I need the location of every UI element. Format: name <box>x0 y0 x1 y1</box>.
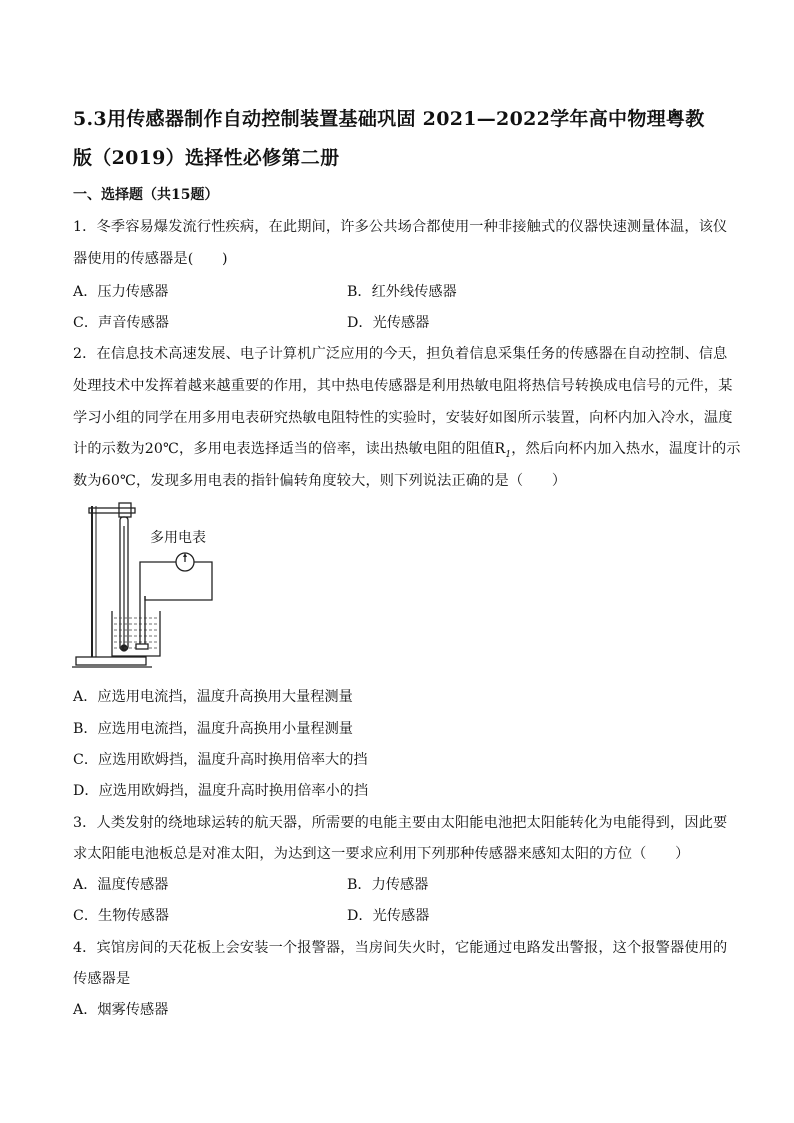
q3-option-c: C．生物传感器 <box>73 908 169 924</box>
q1-line-2: 器使用的传感器是( ) <box>73 251 228 267</box>
document-title: 5.3用传感器制作自动控制装置基础巩固 2021—2022学年高中物理粤教版（2019）选择性必修第二册 <box>73 108 705 169</box>
experiment-diagram <box>72 496 232 672</box>
q2-line-2: 处理技术中发挥着越来越重要的作用，其中热电传感器是利用热敏电阻将热信号转换成电信号的元件，某 <box>73 378 733 394</box>
q2-option-a: A．应选用电流挡，温度升高换用大量程测量 <box>73 689 353 705</box>
q1-option-c: C．声音传感器 <box>73 315 169 331</box>
q3-line-2: 求太阳能电池板总是对准太阳，为达到这一要求应利用下列那种传感器来感知太阳的方位（ ） <box>73 846 690 862</box>
experiment-figure <box>72 496 232 676</box>
q1-option-a: A．压力传感器 <box>73 284 169 300</box>
q2-option-b: B．应选用电流挡，温度升高换用小量程测量 <box>73 721 353 737</box>
q2-line-3: 学习小组的同学在用多用电表研究热敏电阻特性的实验时，安装好如图所示装置，向杯内加入冷水，温度 <box>73 410 733 426</box>
q4-line-1: 4．宾馆房间的天花板上会安装一个报警器，当房间失火时，它能通过电路发出警报，这个报警器使用的 <box>73 940 728 956</box>
q3-option-d: D．光传感器 <box>347 908 430 924</box>
q2-option-d: D．应选用欧姆挡，温度升高时换用倍率小的挡 <box>73 783 369 799</box>
q4-line-2: 传感器是 <box>73 971 131 987</box>
q2-line-4-part-2: ，然后向杯内加入热水，温度计的示 <box>511 441 741 457</box>
q2-option-c: C．应选用欧姆挡，温度升高时换用倍率大的挡 <box>73 752 368 768</box>
q1-option-d: D．光传感器 <box>347 315 430 331</box>
thermistor <box>136 644 148 649</box>
q1-option-b: B．红外线传感器 <box>347 284 457 300</box>
q2-line-5: 数为60℃，发现多用电表的指针偏转角度较大，则下列说法正确的是（ ） <box>73 473 567 489</box>
resistance-subscript: 1 <box>505 449 512 460</box>
q4-option-a: A．烟雾传感器 <box>73 1002 169 1018</box>
stand-base <box>76 657 146 665</box>
q3-option-b: B．力传感器 <box>347 877 429 893</box>
meter-label: 多用电表 <box>150 530 206 546</box>
section-heading: 一、选择题（共15题） <box>73 187 219 203</box>
q2-line-1: 2．在信息技术高速发展、电子计算机广泛应用的今天，担负着信息采集任务的传感器在自动控制、信息 <box>73 346 728 362</box>
q2-line-4 <box>73 438 741 460</box>
q2-line-4-part-1: 计的示数为20℃，多用电表选择适当的倍率，读出热敏电阻的阻值R <box>73 441 506 457</box>
q3-option-a: A．温度传感器 <box>73 877 169 893</box>
q3-line-1: 3．人类发射的绕地球运转的航天器，所需要的电能主要由太阳能电池把太阳能转化为电能得到，因此要 <box>73 815 728 831</box>
q1-line-1: 1．冬季容易爆发流行性疾病，在此期间，许多公共场合都使用一种非接触式的仪器快速测量体温，该仪 <box>73 219 728 235</box>
